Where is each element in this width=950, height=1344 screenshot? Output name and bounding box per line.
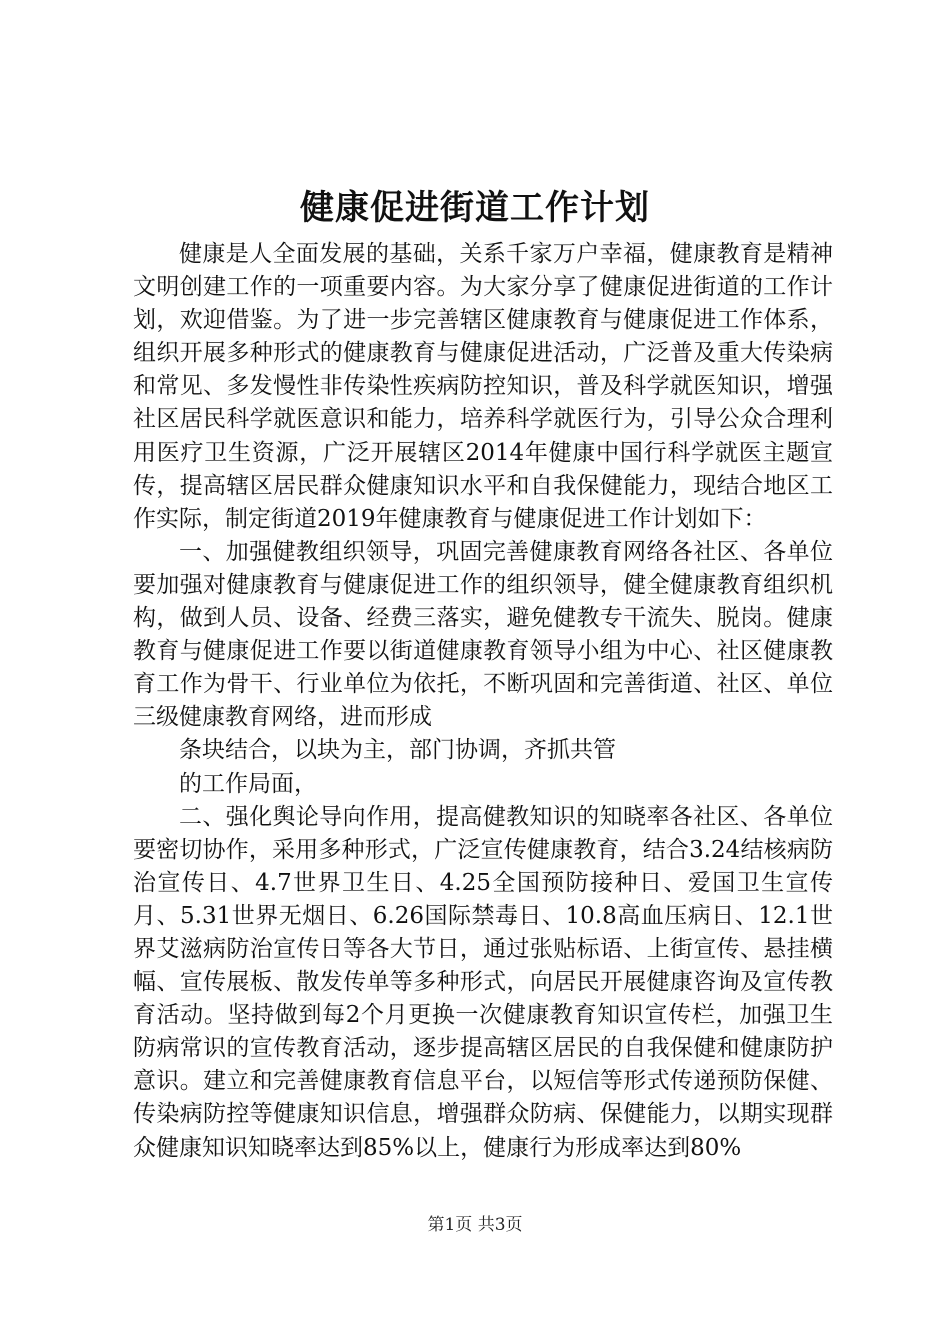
document-title: 健康促进街道工作计划 <box>300 188 650 228</box>
paragraph-fragment-two: 的工作局面， <box>179 770 317 797</box>
document-body <box>133 238 833 1165</box>
paragraph-fragment-one: 条块结合，以块为主，部门协调，齐抓共管 <box>179 737 616 764</box>
paragraph-section-one: 一、加强健教组织领导，巩固完善健康教育网络各社区、各单位要加强对健康教育与健康促进工作的组织领导，健全健康教育组织机构，做到人员、设备、经费三落实，避免健教专干流失、脱岗。健康教育与健康促进工作要以街道健康教育领导小组为中心、社区健康教育工作为骨干、行业单位为依托，不断巩固和完善街道、社区、单位三级健康教育网络，进而形成 <box>133 538 833 731</box>
paragraph-intro: 健康是人全面发展的基础，关系千家万户幸福，健康教育是精神文明创建工作的一项重要内容。为大家分享了健康促进街道的工作计划，欢迎借鉴。为了进一步完善辖区健康教育与健康促进工作体系，组织开展多种形式的健康教育与健康促进活动，广泛普及重大传染病和常见、多发慢性非传染性疾病防控知识，普及科学就医知识，增强社区居民科学就医意识和能力，培养科学就医行为，引导公众合理利用医疗卫生资源，广泛开展辖区2014年健康中国行科学就医主题宣传，提高辖区居民群众健康知识水平和自我保健能力，现结合地区工作实际，制定街道2019年健康教育与健康促进工作计划如下： <box>133 241 833 532</box>
paragraph-section-two: 二、强化舆论导向作用，提高健教知识的知晓率各社区、各单位要密切协作，采用多种形式，广泛宣传健康教育，结合3.24结核病防治宣传日、4.7世界卫生日、4.25全国预防接种日、爱国卫生宣传月、5.31世界无烟日、6.26国际禁毒日、10.8高血压病日、12.1世界艾滋病防治宣传日等各大节日，通过张贴标语、上街宣传、悬挂横幅、宣传展板、散发传单等多种形式，向居民开展健康咨询及宣传教育活动。坚持做到每2个月更换一次健康教育知识宣传栏，加强卫生防病常识的宣传教育活动，逐步提高辖区居民的自我保健和健康防护意识。建立和完善健康教育信息平台，以短信等形式传递预防保健、传染病防控等健康知识信息，增强群众防病、保健能力，以期实现群众健康知识知晓率达到85%以上，健康行为形成率达到80% <box>133 803 833 1161</box>
page-footer: 第1页 共3页 <box>427 1215 523 1235</box>
